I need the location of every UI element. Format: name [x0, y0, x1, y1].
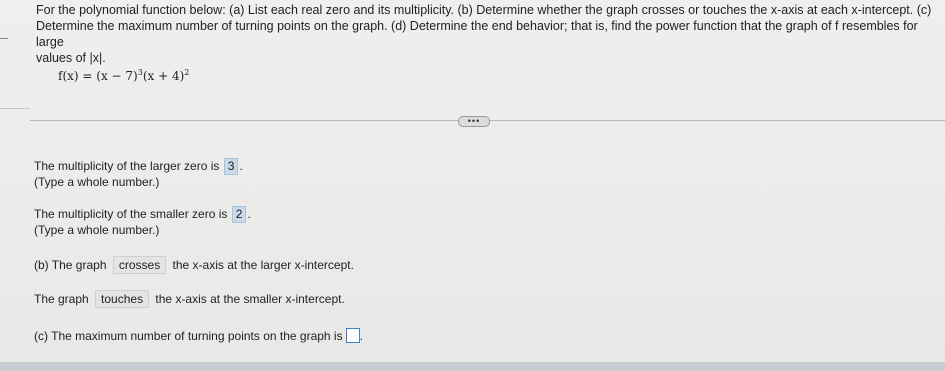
part-b-smaller-prompt: The graph: [34, 292, 89, 306]
part-b-larger-prompt: (b) The graph: [34, 258, 107, 272]
part-b-larger-line: [34, 256, 354, 274]
formula-exponent-1: 3: [137, 68, 143, 77]
smaller-zero-period: .: [247, 207, 251, 221]
expand-more-button[interactable]: •••: [458, 116, 490, 127]
larger-zero-line: [34, 158, 243, 175]
larger-zero-prompt: The multiplicity of the larger zero is: [34, 159, 220, 173]
crosses-touches-select-smaller[interactable]: touches: [95, 290, 149, 308]
smaller-zero-answer-input[interactable]: 2: [232, 206, 247, 223]
question-line-3: values of |x|.: [36, 51, 106, 65]
question-line-2: Determine the maximum number of turning points on the graph. (d) Determine the end behavior; that is, find the power function that the graph of f resembles for large: [36, 19, 918, 49]
smaller-zero-hint: (Type a whole number.): [34, 223, 160, 237]
part-c-prompt: (c) The maximum number of turning points on the graph is: [34, 329, 343, 343]
part-c-period: .: [359, 329, 363, 343]
part-b-smaller-line: [34, 290, 345, 308]
left-edge-mark: [0, 38, 8, 39]
polynomial-formula: [58, 68, 189, 83]
question-line-1: For the polynomial function below: (a) List each real zero and its multiplicity. (b) Determine whether the graph crosses or touches the x-axis at each x-intercept. (c): [36, 3, 932, 17]
larger-zero-answer-input[interactable]: 3: [224, 158, 239, 175]
smaller-zero-prompt: The multiplicity of the smaller zero is: [34, 207, 228, 221]
bottom-toolbar-strip: [0, 362, 945, 371]
formula-exponent-2: 2: [184, 68, 190, 77]
turning-points-answer-input[interactable]: [346, 328, 360, 343]
part-b-smaller-suffix: the x-axis at the smaller x-intercept.: [155, 292, 345, 306]
formula-factor-1: f(x) = (x − 7): [58, 69, 138, 83]
part-b-larger-suffix: the x-axis at the larger x-intercept.: [172, 258, 354, 272]
larger-zero-period: .: [239, 159, 243, 173]
formula-factor-2: (x + 4): [142, 69, 185, 83]
smaller-zero-line: [34, 206, 251, 223]
divider-left: [0, 108, 30, 109]
question-text: [36, 2, 941, 66]
crosses-touches-select-larger[interactable]: crosses: [113, 256, 166, 274]
part-c-line: [34, 328, 363, 344]
larger-zero-hint: (Type a whole number.): [34, 175, 160, 189]
